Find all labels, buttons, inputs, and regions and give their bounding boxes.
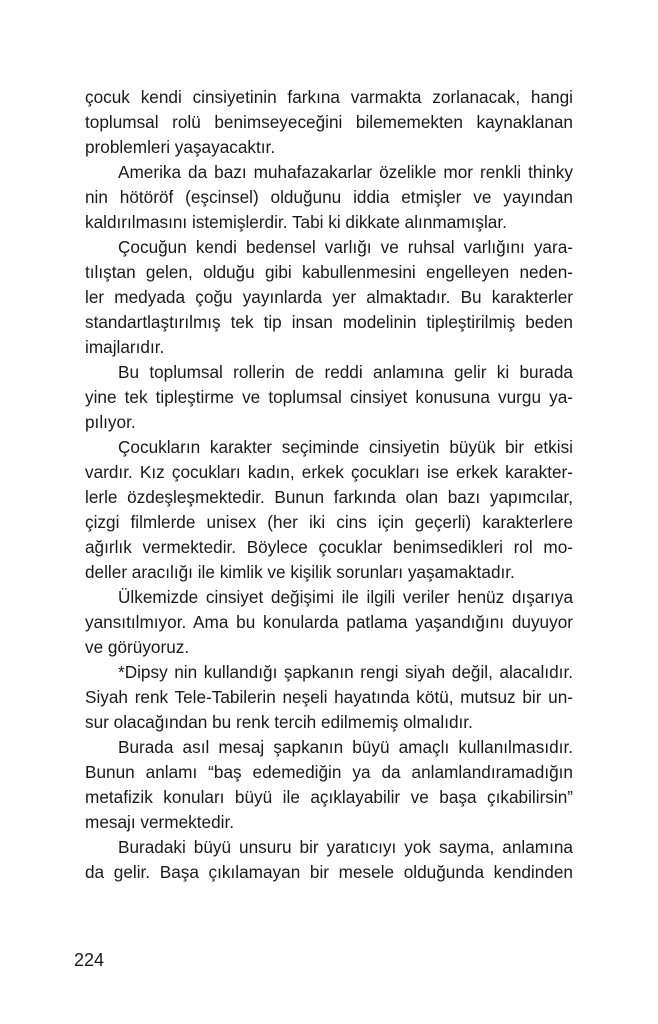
text-line: Bu toplumsal rollerin de reddi anlamına gelir ki burada [118, 362, 573, 382]
paragraph [85, 585, 573, 660]
paragraph [85, 835, 573, 885]
text-line: deller aracılığı ile kimlik ve kişilik sorunları yaşamaktadır. [85, 562, 515, 582]
text-line: toplumsal rolü benimseyeceğini bilememekten kaynaklanan [85, 112, 573, 132]
text-line: sur olacağından bu renk tercih edilmemiş olmalıdır. [85, 712, 473, 732]
text-line: metafizik konuları büyü ile açıklayabilir ve başa çıkabilirsin” [85, 787, 573, 807]
text-line: nin hötöröf (eşcinsel) olduğunu iddia etmişler ve yayından [85, 187, 573, 207]
text-line: pılıyor. [85, 412, 136, 432]
text-line: kaldırılmasını istemişlerdir. Tabi ki dikkate alınmamışlar. [85, 212, 507, 232]
text-line: Burada asıl mesaj şapkanın büyü amaçlı kullanılmasıdır. [118, 737, 573, 757]
paragraph [85, 360, 573, 435]
text-line: imajlarıdır. [85, 337, 165, 357]
text-line: Ülkemizde cinsiyet değişimi ile ilgili veriler henüz dışarıya [118, 587, 573, 607]
text-line: Amerika da bazı muhafazakarlar özelikle mor renkli thinky [118, 162, 573, 182]
text-line: çocuk kendi cinsiyetinin farkına varmakta zorlanacak, hangi [85, 87, 573, 107]
paragraph [85, 660, 573, 735]
paragraph [85, 735, 573, 835]
text-line: Buradaki büyü unsuru bir yaratıcıyı yok sayma, anlamına [118, 837, 573, 857]
text-line: çizgi filmlerde unisex (her iki cins için geçerli) karakterlere [85, 512, 573, 532]
page-number: 224 [74, 950, 105, 970]
text-line: yansıtılmıyor. Ama bu konularda patlama yaşandığını duyuyor [85, 612, 573, 632]
paragraph [85, 235, 573, 360]
paragraph [85, 435, 573, 585]
text-line: yine tek tipleştirme ve toplumsal cinsiyet konusuna vurgu ya- [85, 387, 573, 407]
text-line: Çocukların karakter seçiminde cinsiyetin büyük bir etkisi [118, 437, 573, 457]
page-body [85, 85, 573, 885]
text-line: mesajı vermektedir. [85, 812, 235, 832]
text-line: problemleri yaşayacaktır. [85, 137, 276, 157]
text-line: tılıştan gelen, olduğu gibi kabullenmesini engelleyen neden- [85, 262, 573, 282]
text-line: ağırlık vermektedir. Böylece çocuklar benimsedikleri rol mo- [85, 537, 573, 557]
text-line: ve görüyoruz. [85, 637, 190, 657]
paragraph [85, 160, 573, 235]
paragraph [85, 85, 573, 160]
text-line: Çocuğun kendi bedensel varlığı ve ruhsal varlığını yara- [118, 237, 573, 257]
text-line: vardır. Kız çocukları kadın, erkek çocukları ise erkek karakter- [85, 462, 573, 482]
text-line: standartlaştırılmış tek tip insan modelinin tipleştirilmiş beden [85, 312, 573, 332]
text-line: Bunun anlamı “baş edemediğin ya da anlamlandıramadığın [85, 762, 573, 782]
text-line: *Dipsy nin kullandığı şapkanın rengi siyah değil, alacalıdır. [118, 662, 573, 682]
text-line: da gelir. Başa çıkılamayan bir mesele olduğunda kendinden [85, 862, 573, 882]
text-line: Siyah renk Tele-Tabilerin neşeli hayatında kötü, mutsuz bir un- [85, 687, 573, 707]
text-line: ler medyada çoğu yayınlarda yer almaktadır. Bu karakterler [85, 287, 573, 307]
text-line: lerle özdeşleşmektedir. Bunun farkında olan bazı yapımcılar, [85, 487, 573, 507]
